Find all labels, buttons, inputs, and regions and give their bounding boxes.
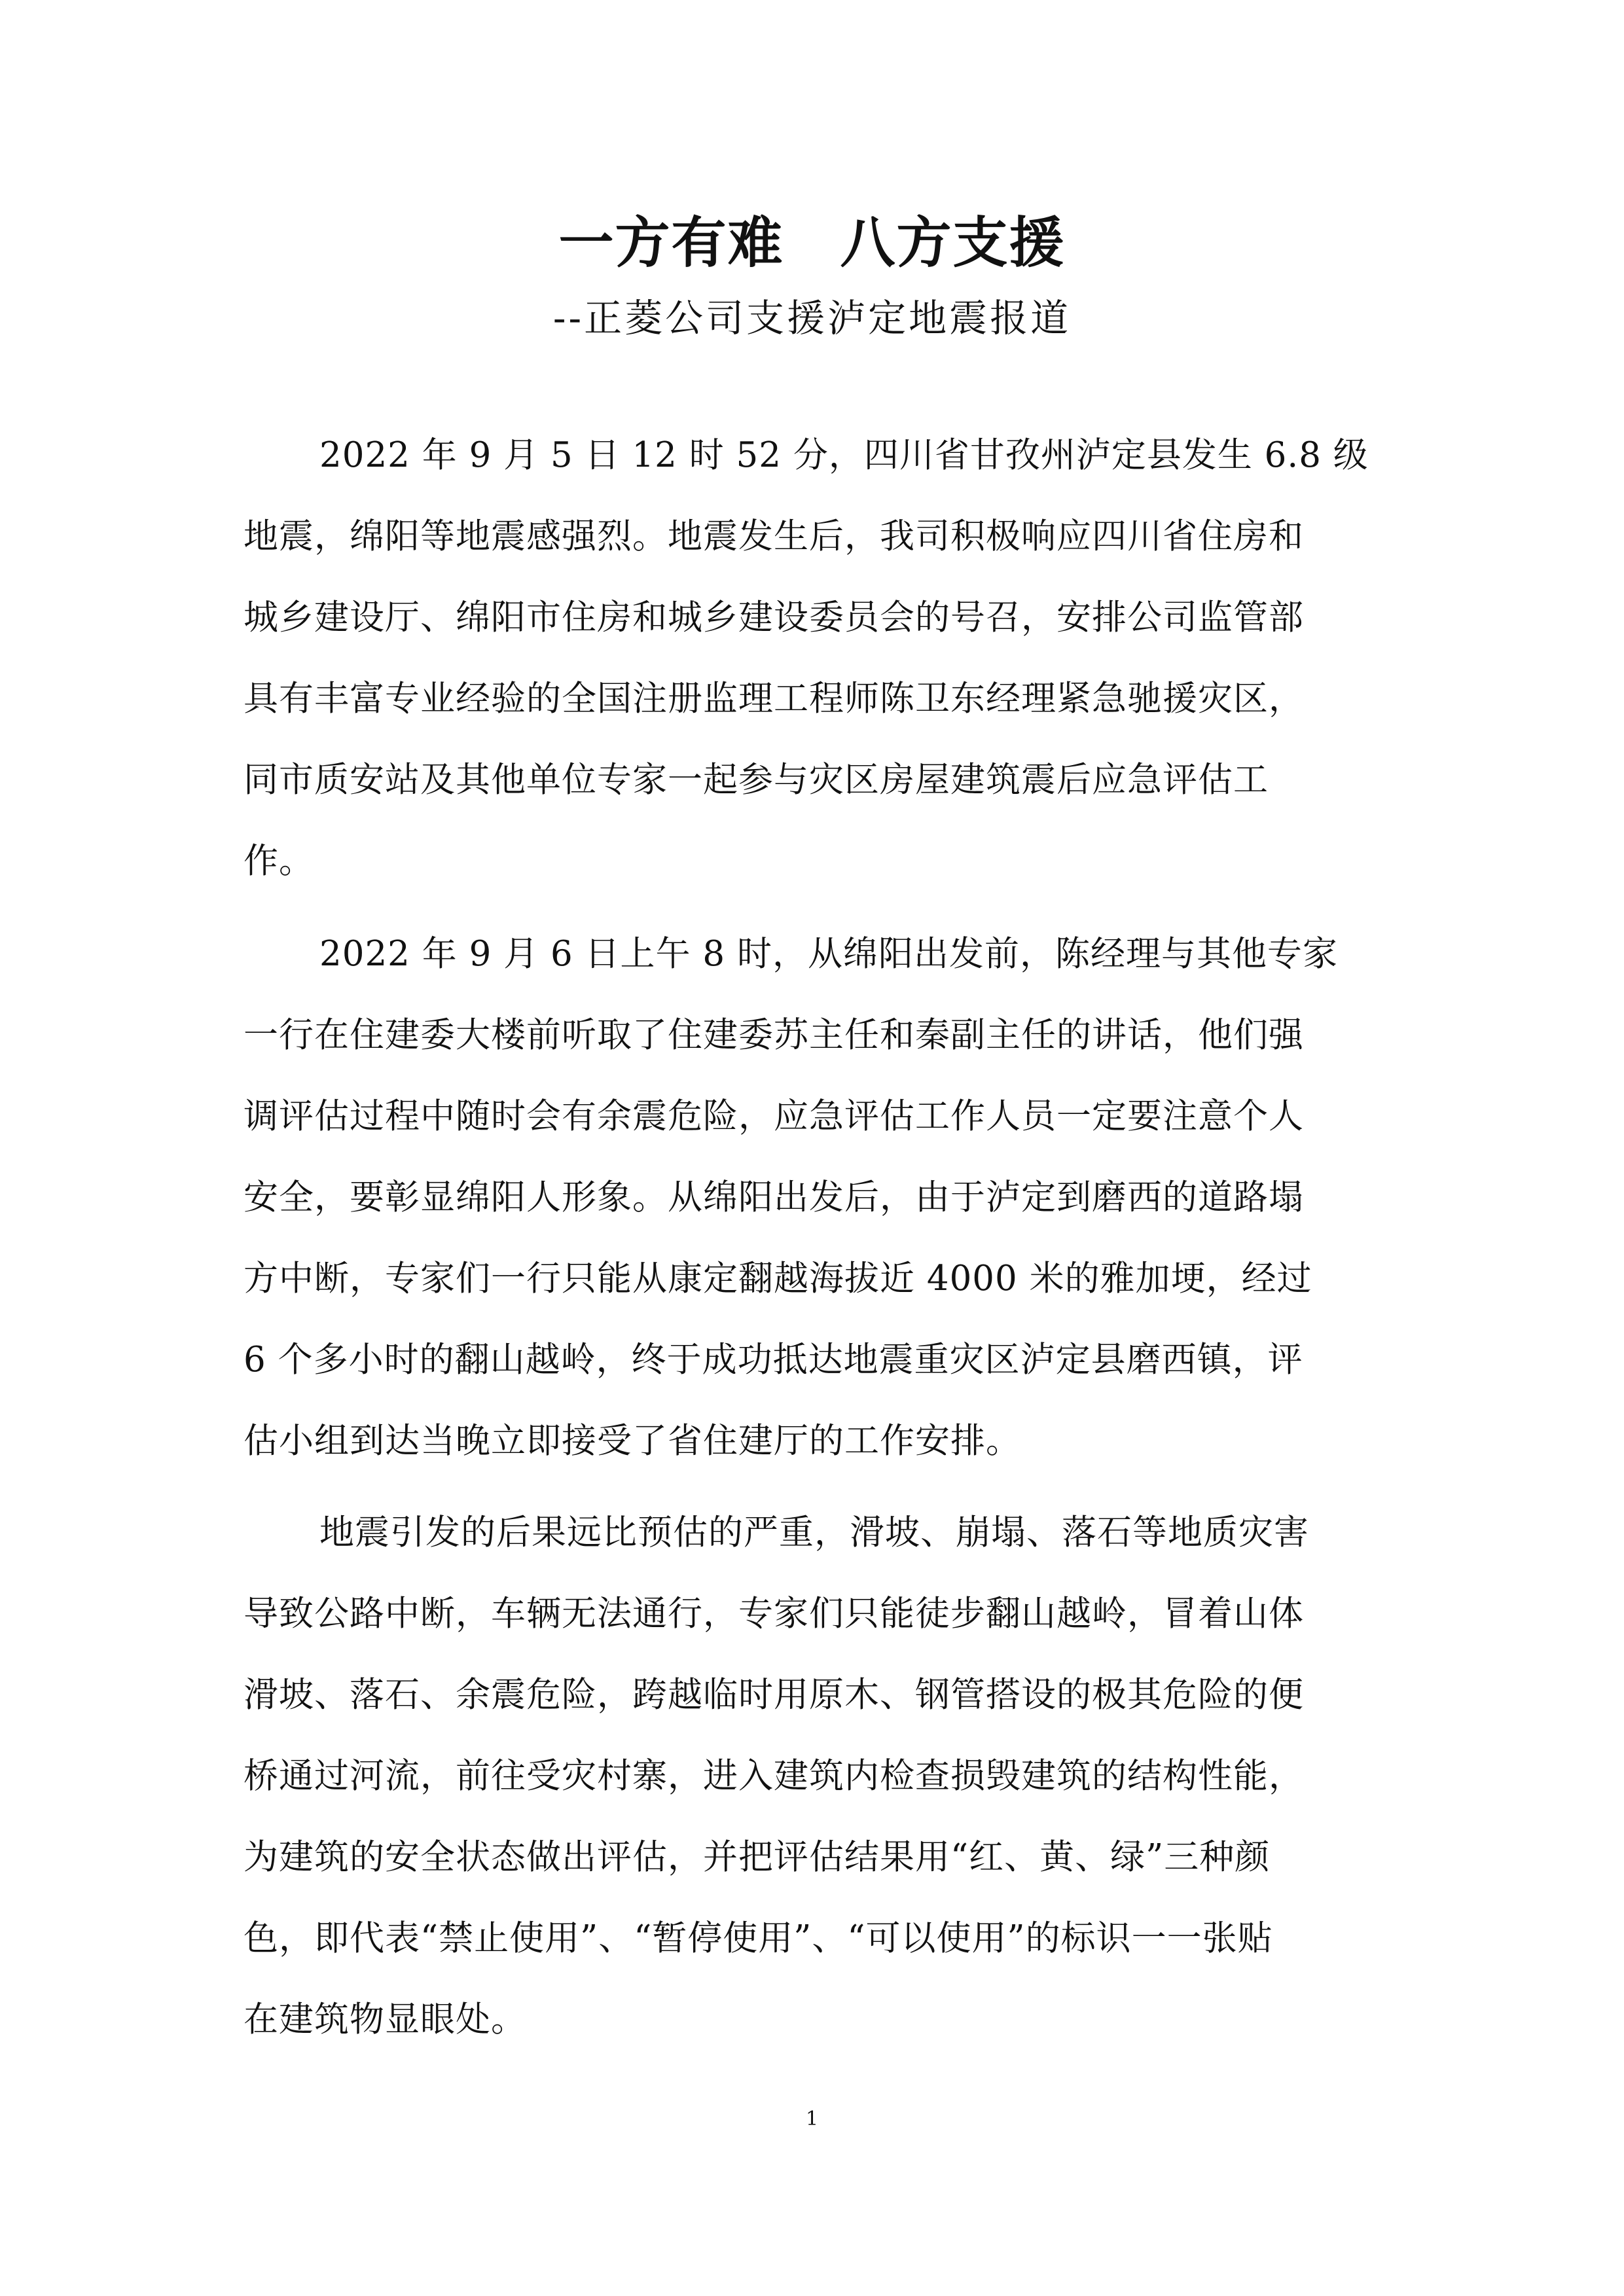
paragraph-line: 色，即代表“禁止使用”、“暂停使用”、“可以使用”的标识一一张贴 bbox=[244, 1918, 1273, 1958]
document-subtitle: --正菱公司支援泸定地震报道 bbox=[552, 296, 1072, 340]
paragraph-line: 城乡建设厅、绵阳市住房和城乡建设委员会的号召，安排公司监管部 bbox=[244, 598, 1304, 637]
paragraph-line: 同市质安站及其他单位专家一起参与灾区房屋建筑震后应急评估工 bbox=[244, 760, 1269, 800]
paragraph-line: 作。 bbox=[244, 841, 314, 881]
paragraph-line: 具有丰富专业经验的全国注册监理工程师陈卫东经理紧急驰援灾区， bbox=[244, 679, 1304, 719]
page-number: 1 bbox=[805, 2108, 819, 2130]
paragraph-line: 估小组到达当晚立即接受了省住建厅的工作安排。 bbox=[244, 1421, 1021, 1461]
paragraph-line: 在建筑物显眼处。 bbox=[244, 2000, 526, 2039]
paragraph-line: 地震引发的后果远比预估的严重，滑坡、崩塌、落石等地质灾害 bbox=[319, 1513, 1309, 1552]
paragraph-line: 安全，要彰显绵阳人形象。从绵阳出发后，由于泸定到磨西的道路塌 bbox=[244, 1177, 1304, 1217]
paragraph-line: 地震，绵阳等地震感强烈。地震发生后，我司积极响应四川省住房和 bbox=[244, 516, 1304, 556]
paragraph-line: 一行在住建委大楼前听取了住建委苏主任和秦副主任的讲话，他们强 bbox=[244, 1015, 1304, 1055]
paragraph-line: 导致公路中断，车辆无法通行，专家们只能徒步翻山越岭，冒着山体 bbox=[244, 1594, 1304, 1634]
paragraph-line: 6 个多小时的翻山越岭，终于成功抵达地震重灾区泸定县磨西镇，评 bbox=[244, 1340, 1303, 1380]
paragraph-line: 桥通过河流，前往受灾村寨，进入建筑内检查损毁建筑的结构性能， bbox=[244, 1756, 1304, 1796]
paragraph-line: 2022 年 9 月 5 日 12 时 52 分，四川省甘孜州泸定县发生 6.8 级 bbox=[319, 435, 1369, 475]
paragraph-line: 2022 年 9 月 6 日上午 8 时，从绵阳出发前，陈经理与其他专家 bbox=[319, 934, 1338, 974]
paragraph-line: 为建筑的安全状态做出评估，并把评估结果用“红、黄、绿”三种颜 bbox=[244, 1837, 1271, 1877]
document-title: 一方有难 八方支援 bbox=[558, 211, 1066, 275]
paragraph-line: 滑坡、落石、余震危险，跨越临时用原木、钢管搭设的极其危险的便 bbox=[244, 1675, 1304, 1715]
paragraph-line: 方中断，专家们一行只能从康定翻越海拔近 4000 米的雅加埂，经过 bbox=[244, 1259, 1312, 1299]
paragraph-line: 调评估过程中随时会有余震危险，应急评估工作人员一定要注意个人 bbox=[244, 1096, 1304, 1136]
